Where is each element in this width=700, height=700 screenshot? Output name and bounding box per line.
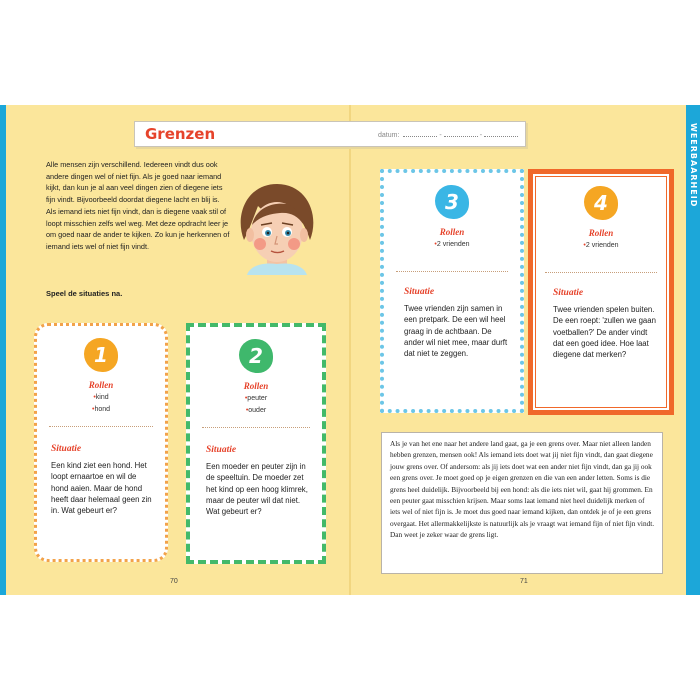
info-box-text: Als je van het ene naar het andere land gaat, ga je een grens over. Maar niet alleen landen hebben grenzen, mensen ook! Als iemand iets doet wat jij niet fijn vindt, dan gaat diegene jouw grens over. Of andersom: als jij iets doet wat een ander niet fijn vindt, dan ga jij ook een grens over. Je moet goed op je eigen grenzen en die van een ander letten. Soms is die grens heel duidelijk. Bijvoorbeeld bij een hond: als die iets niet wil, gaat hij grommen. En een peuter gaat misschien krijsen. Maar soms laat iemand niet heel duidelijk merken of iets wel of niet fijn is. Je moet dus goed naar iemand kijken, dan ontdek je of je een grens overgaat. Het allermakkelijkste is natuurlijk als je vraagt wat iemand fijn of niet fijn vindt. Dan weet je zeker waar de grens ligt. — [390, 439, 655, 540]
rollen-heading: Rollen — [88, 380, 114, 390]
situatie-heading: Situatie — [206, 445, 237, 455]
book-spine — [349, 105, 351, 595]
card-number-badge: 4 — [584, 186, 618, 220]
info-box — [381, 432, 663, 574]
date-day-blank[interactable] — [403, 130, 437, 137]
date-label: datum: — [378, 132, 400, 139]
rollen-heading: Rollen — [439, 227, 465, 237]
role-item: • ouder — [190, 407, 322, 414]
role-item: • kind — [37, 394, 165, 401]
role-item: • peuter — [190, 395, 322, 402]
card-number-badge: 1 — [84, 338, 118, 372]
situatie-heading: Situatie — [51, 444, 82, 454]
date-field[interactable]: datum: - - — [378, 130, 520, 139]
role-card-3 — [380, 169, 524, 413]
card-divider — [49, 426, 153, 427]
intro-text: Alle mensen zijn verschillend. Iedereen vindt dus ook andere dingen wel of niet fijn. Als je goed naar iemand kijkt, dan kun je al aan veel dingen zien of diegene iets fijn vindt. Bijvoorbeeld doordat diegene lacht en blij is. Als iemand iets niet fijn vindt, dan is diegene vaak stil of loopt misschien zelfs wel weg. Met deze opdracht leer je om goed naar de ander te kijken. Zo kun je herkennen of iemand iets wel of niet fijn vindt. — [46, 160, 230, 251]
role-card-1 — [34, 323, 168, 562]
rollen-heading: Rollen — [588, 228, 614, 238]
date-year-blank[interactable] — [484, 130, 518, 137]
role-card-2 — [186, 323, 326, 564]
instruction-text: Speel de situaties na. — [46, 289, 123, 298]
rollen-heading: Rollen — [243, 381, 269, 391]
situatie-text: Een kind ziet een hond. Het loopt ernaartoe en wil de hond aaien. Maar de hond heeft daar helemaal geen zin in. Wat gebeurt er? — [51, 461, 152, 516]
situatie-text: Twee vrienden spelen buiten. De een roept: 'zullen we gaan voetballen?' De ander vindt dat een goed idee. Hoe laat diegene dat merken? — [553, 305, 656, 360]
role-card-4 — [528, 169, 674, 415]
situatie-heading: Situatie — [553, 288, 584, 298]
role-item: • hond — [37, 406, 165, 413]
card-divider — [396, 271, 508, 272]
situatie-heading: Situatie — [404, 287, 435, 297]
child-face-illustration — [232, 180, 322, 275]
card-divider — [202, 427, 310, 428]
situatie-text: Twee vrienden zijn samen in een pretpark. De een wil heel graag in de achtbaan. De ander wil niet mee, maar durft dat niet te zeggen. — [404, 304, 508, 359]
page-edge-left — [0, 105, 6, 595]
date-month-blank[interactable] — [444, 130, 478, 137]
card-number-badge: 3 — [435, 185, 469, 219]
role-item: • 2 vrienden — [533, 242, 669, 249]
title-bar — [134, 121, 526, 147]
page-number-left: 70 — [170, 578, 178, 585]
side-tab-label: WEERBAARHEID — [689, 122, 698, 208]
card-divider — [545, 272, 657, 273]
page-title: Grenzen — [145, 125, 216, 143]
card-number-badge: 2 — [239, 339, 273, 373]
role-item: • 2 vrienden — [384, 241, 520, 248]
situatie-text: Een moeder en peuter zijn in de speeltuin. De moeder zet het kind op een hoog klimrek, maar de peuter wil dat niet. Wat gebeurt er? — [206, 462, 308, 517]
page-number-right: 71 — [520, 578, 528, 585]
